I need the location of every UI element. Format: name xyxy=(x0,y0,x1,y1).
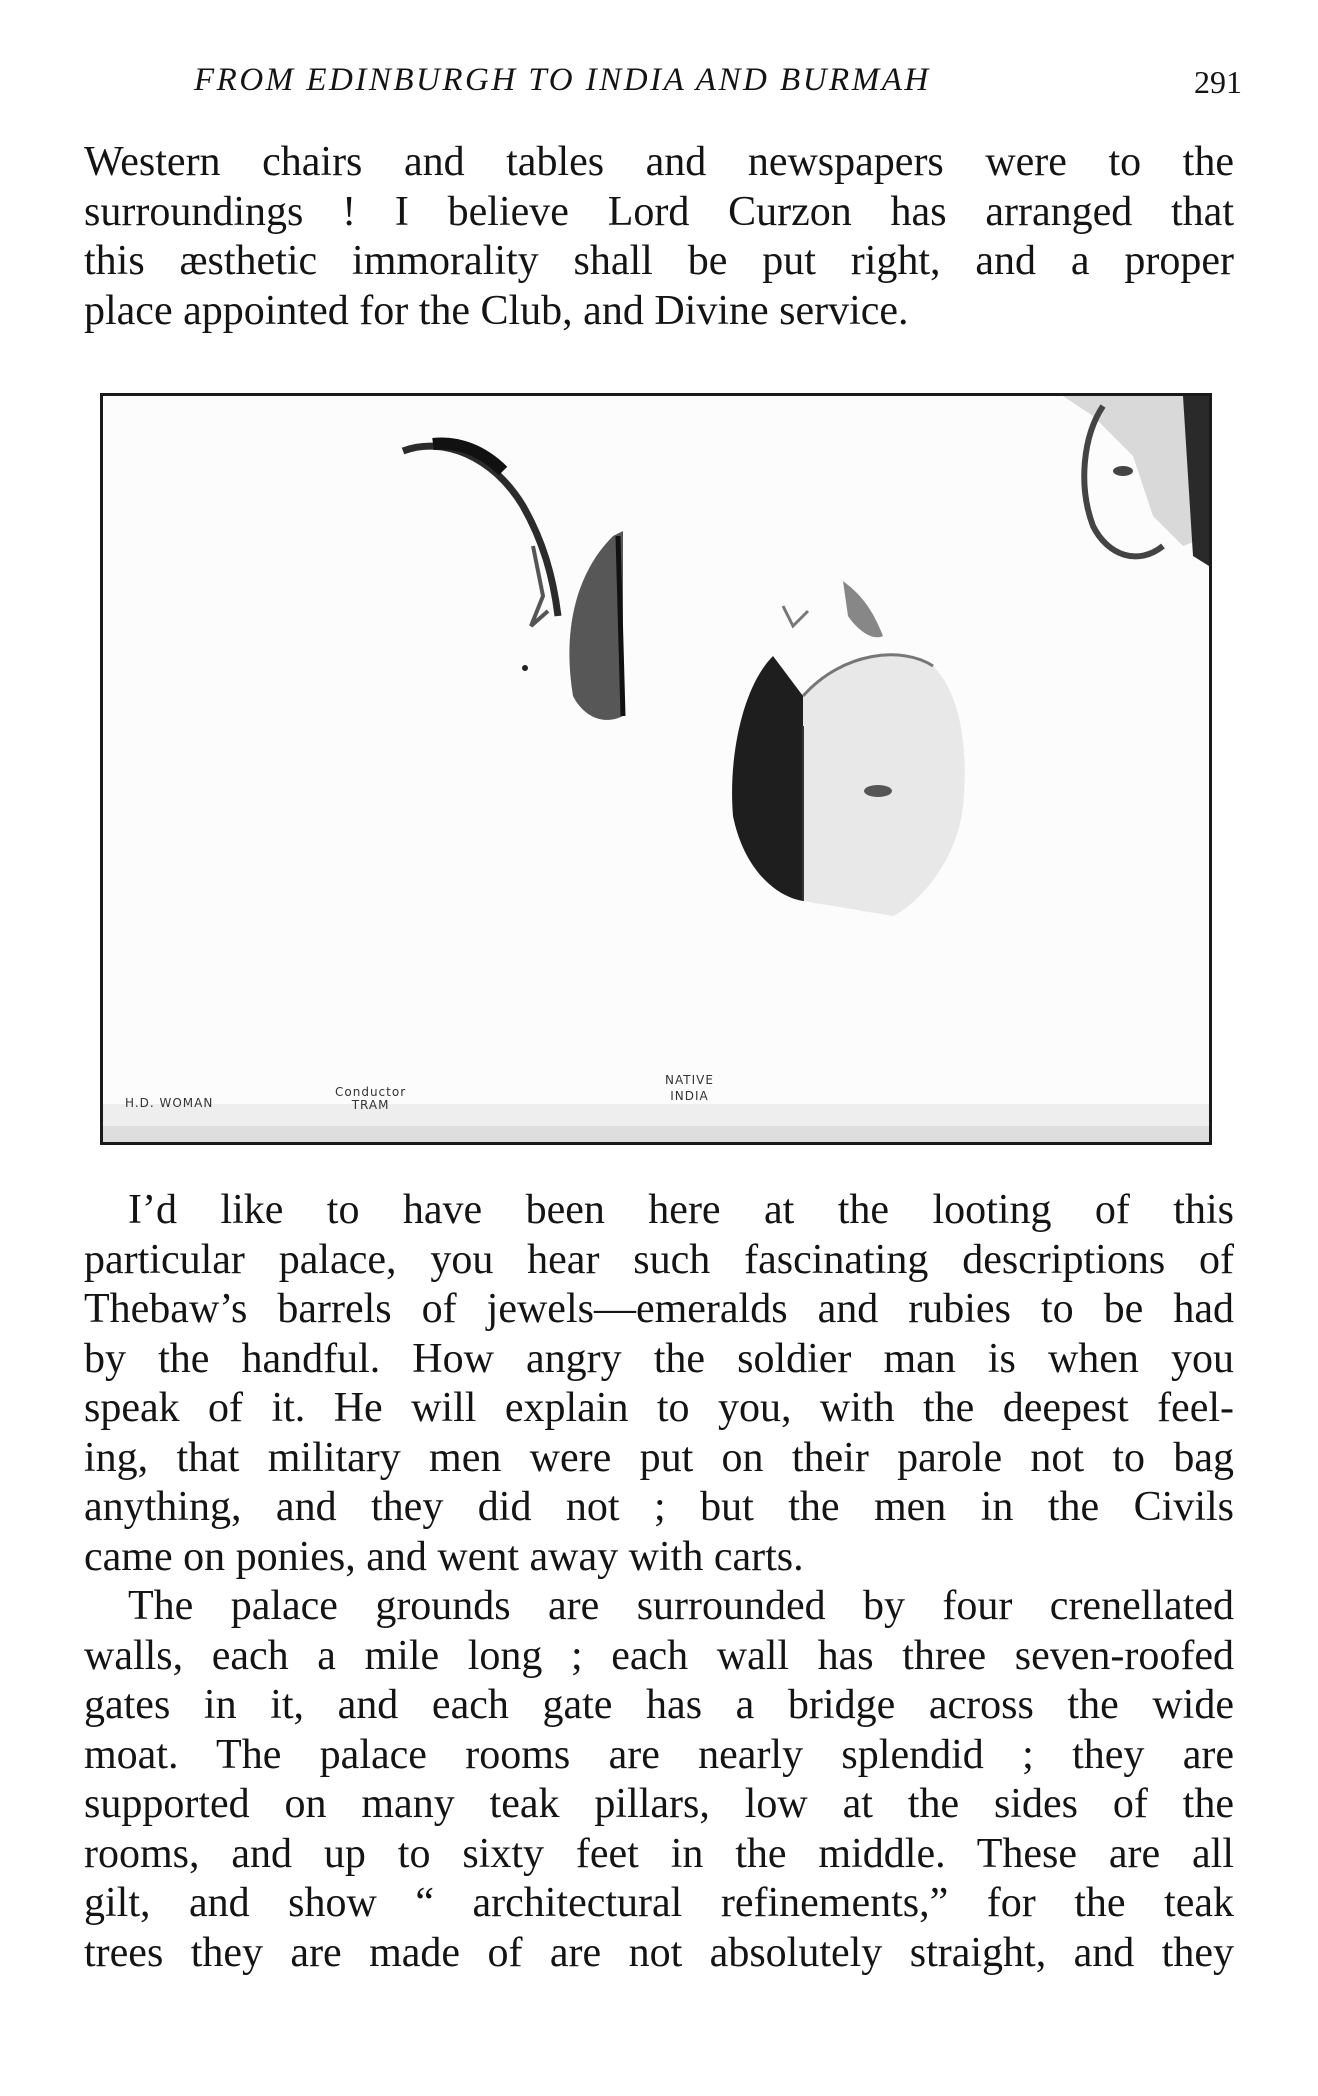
text-line: trees they are made of are not absolutely straight, and they xyxy=(84,1929,1234,1976)
caption-right xyxy=(665,1072,714,1104)
faded-photograph xyxy=(103,396,1209,1142)
running-header xyxy=(82,62,1242,102)
paragraph-3 xyxy=(84,1582,1234,1978)
text-line: surroundings ! I believe Lord Curzon has arranged that xyxy=(84,188,1234,235)
text-line: walls, each a mile long ; each wall has three seven-roofed xyxy=(84,1632,1234,1679)
text-line: gates in it, and each gate has a bridge across the wide xyxy=(84,1682,1234,1728)
text-line: speak of it. He will explain to you, with the deepest feel- xyxy=(84,1385,1234,1431)
text-line: by the handful. How angry the soldier man is when you xyxy=(84,1335,1234,1382)
text-line: particular palace, you hear such fascinating descriptions of xyxy=(84,1236,1234,1283)
page-number: 291 xyxy=(1194,64,1242,100)
text-line: anything, and they did not ; but the men in the Civils xyxy=(84,1484,1234,1530)
text-line: supported on many teak pillars, low at the sides of the xyxy=(84,1781,1234,1827)
caption-middle xyxy=(335,1086,406,1112)
running-title: FROM EDINBURGH TO INDIA AND BURMAH xyxy=(194,62,931,98)
text-line: this æsthetic immorality shall be put right, and a proper xyxy=(84,238,1234,284)
caption-left: H.D. WOMAN xyxy=(125,1096,214,1110)
text-line: rooms, and up to sixty feet in the middle. These are all xyxy=(84,1830,1234,1877)
caption-middle-top: Conductor xyxy=(335,1085,407,1099)
caption-right-bottom: INDIA xyxy=(670,1089,709,1103)
text-line: ing, that military men were put on their parole not to bag xyxy=(84,1434,1234,1481)
paragraph-2 xyxy=(84,1186,1234,1582)
caption-right-top: NATIVE xyxy=(665,1073,714,1087)
caption-middle-bottom: TRAM xyxy=(351,1098,390,1112)
text-line: Western chairs and tables and newspapers were to the xyxy=(84,139,1234,185)
photo-plate xyxy=(100,393,1212,1145)
text-line: place appointed for the Club, and Divine service. xyxy=(84,287,909,334)
paragraph-1 xyxy=(84,138,1234,336)
text-line: came on ponies, and went away with carts. xyxy=(84,1533,804,1580)
text-line: moat. The palace rooms are nearly splendid ; they are xyxy=(84,1731,1234,1778)
text-line: gilt, and show “ architectural refinements,” for the teak xyxy=(84,1880,1234,1926)
text-line: I’d like to have been here at the looting of this xyxy=(128,1187,1234,1233)
text-line: Thebaw’s barrels of jewels—emeralds and rubies to be had xyxy=(84,1286,1234,1332)
text-line: The palace grounds are surrounded by four crenellated xyxy=(128,1583,1234,1629)
